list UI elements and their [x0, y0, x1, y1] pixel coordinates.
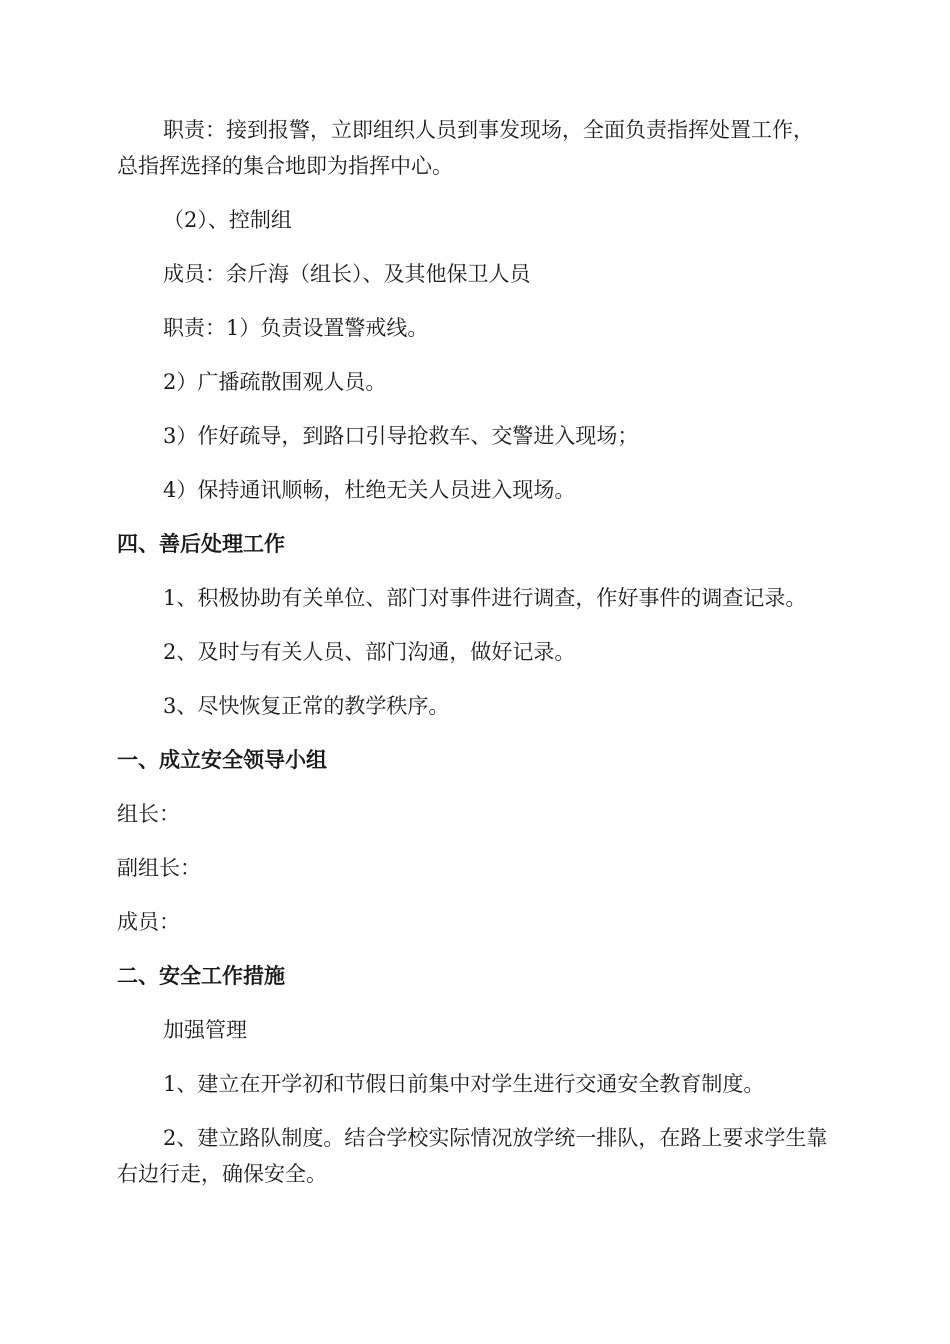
- paragraph-member-list: 成员：: [117, 910, 180, 934]
- paragraph-measure-1: 1、建立在开学初和节假日前集中对学生进行交通安全教育制度。: [163, 1072, 765, 1096]
- paragraph-duty-commander: 职责：接到报警，立即组织人员到事发现场，全面负责指挥处置工作，总指挥选择的集合地即为指挥中心。: [117, 118, 814, 178]
- paragraph-control-group: （2）、控制组: [163, 208, 292, 232]
- paragraph-strengthen-management: 加强管理: [163, 1018, 247, 1042]
- paragraph-deputy-leader: 副组长：: [117, 856, 201, 880]
- paragraph-duty-1: 职责：1）负责设置警戒线。: [163, 316, 429, 340]
- paragraph-aftermath-2: 2、及时与有关人员、部门沟通，做好记录。: [163, 640, 576, 664]
- paragraph-leader: 组长：: [117, 802, 180, 826]
- paragraph-members: 成员：余斤海（组长）、及其他保卫人员: [163, 262, 531, 286]
- paragraph-duty-4: 4）保持通讯顺畅，杜绝无关人员进入现场。: [163, 478, 576, 502]
- paragraph-duty-3: 3）作好疏导，到路口引导抢救车、交警进入现场；: [163, 424, 639, 448]
- paragraph-aftermath-1: 1、积极协助有关单位、部门对事件进行调查，作好事件的调查记录。: [163, 586, 807, 610]
- paragraph-measure-2: 2、建立路队制度。结合学校实际情况放学统一排队，在路上要求学生靠右边行走，确保安全。: [117, 1126, 828, 1186]
- paragraph-aftermath-3: 3、尽快恢复正常的教学秩序。: [163, 694, 450, 718]
- section-heading-leadership: 一、成立安全领导小组: [117, 748, 327, 772]
- section-heading-measures: 二、安全工作措施: [117, 964, 285, 988]
- section-heading-aftermath: 四、善后处理工作: [117, 532, 285, 556]
- paragraph-duty-2: 2）广播疏散围观人员。: [163, 370, 387, 394]
- document-body: [117, 112, 829, 1210]
